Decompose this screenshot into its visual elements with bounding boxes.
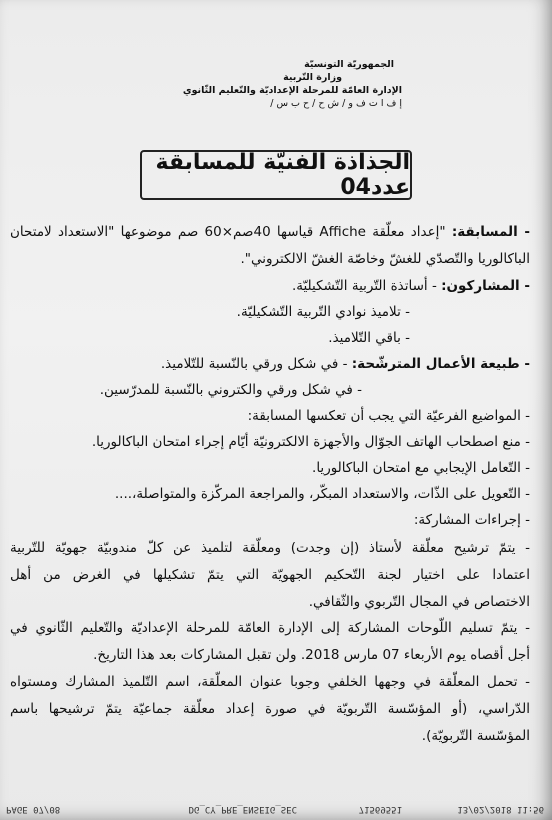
header-directorate: الإدارة العامّة للمرحلة الإعداديّة والتّعليم الثّانوي	[182, 85, 402, 96]
title-frame	[140, 150, 412, 200]
body-line: الباكالوريا والتّصدّي للغشّ وخاصّة الغشّ الالكتروني".	[240, 251, 530, 267]
header-republic: الجمهوريّة التونسيّة	[304, 59, 394, 70]
body-line: الاختصاص في المجال التّربوي والثّقافي.	[308, 594, 530, 610]
body-line: المؤسّسة التّربويّة).	[421, 728, 530, 744]
header-ministry: وزارة التّربية	[283, 72, 342, 83]
body-line: أجل أقصاه يوم الأربعاء 07 مارس 2018. ولن تقبل المشاركات بعد هذا التاريخ.	[93, 647, 530, 663]
document-title: الجذاذة الفنيّة للمسابقة عدد04	[155, 150, 410, 200]
works-text: - في شكل ورقي بالنّسبة للتّلاميذ.	[160, 356, 352, 372]
fax-footer	[0, 796, 552, 820]
body-line: - تحمل المعلّقة في وجهها الخلفي وجوبا عنوان المعلّقة، اسم التّلميذ المشارك ومستواه	[10, 674, 530, 690]
works-label: - طبيعة الأعمال المترشّحة:	[351, 356, 530, 372]
body-line: - تلاميذ نوادي التّربية التّشكيليّة.	[236, 304, 410, 320]
letterhead	[142, 58, 402, 110]
body-line: - يتمّ ترشيح معلّقة لأستاذ (إن وجدت) ومعلّقة لتلميذ عن كلّ مندوبيّة جهويّة للتّربية	[10, 540, 530, 556]
body-line: الدّراسي، (أو المؤسّسة التّربويّة في صورة إعداد معلّقة جماعيّة يتمّ ترشيحها باسم	[10, 701, 530, 717]
body-line: - يتمّ تسليم اللّوحات المشاركة إلى الإدارة العامّة للمرحلة الإعداديّة والتّعليم الثّانوي في	[10, 620, 530, 636]
subtopics-heading: - المواضيع الفرعيّة التي يجب أن تعكسها المسابقة:	[247, 408, 530, 424]
participants-text: - أساتذة التّربية التّشكيليّة.	[291, 278, 442, 294]
participants-line	[292, 278, 530, 294]
fax-sender: DG_CY_PRE_ENSEIG_SEC	[188, 804, 297, 814]
fax-number: 71569551	[358, 804, 402, 814]
works-line	[161, 356, 530, 372]
competition-text: "إعداد معلّقة Affiche قياسها 40صم×60 صم موضوعها "الاستعداد لامتحان	[10, 224, 452, 240]
header-reference: إ ف ا ت ف و / ش ح / ح ب س /	[270, 98, 402, 109]
competition-label: - المسابقة:	[451, 224, 530, 240]
body-line: - منع اصطحاب الهاتف الجوّال والأجهزة الالكترونيّة أيّام إجراء امتحان الباكالوريا.	[91, 434, 530, 450]
procedures-heading: - إجراءات المشاركة:	[413, 512, 530, 528]
body-line: - التّعامل الإيجابي مع امتحان الباكالوريا.	[312, 460, 530, 476]
fax-page: PAGE 07/08	[6, 804, 61, 814]
competition-line	[10, 224, 530, 240]
body-line: اعتمادا على اختيار لجنة التّحكيم الجهويّة التي يتمّ تشكيلها في الغرض من أهل	[10, 567, 530, 583]
fax-date: 13/02/2018 11:56	[457, 804, 544, 814]
body-line: - باقي التّلاميذ.	[328, 330, 410, 346]
body-line: - في شكل ورقي والكتروني بالنّسبة للمدرّسين.	[99, 382, 362, 398]
body-line: - التّعويل على الذّات، والاستعداد المبكّر، والمراجعة المركّزة والمتواصلة،....	[114, 486, 530, 502]
participants-label: - المشاركون:	[441, 278, 530, 294]
